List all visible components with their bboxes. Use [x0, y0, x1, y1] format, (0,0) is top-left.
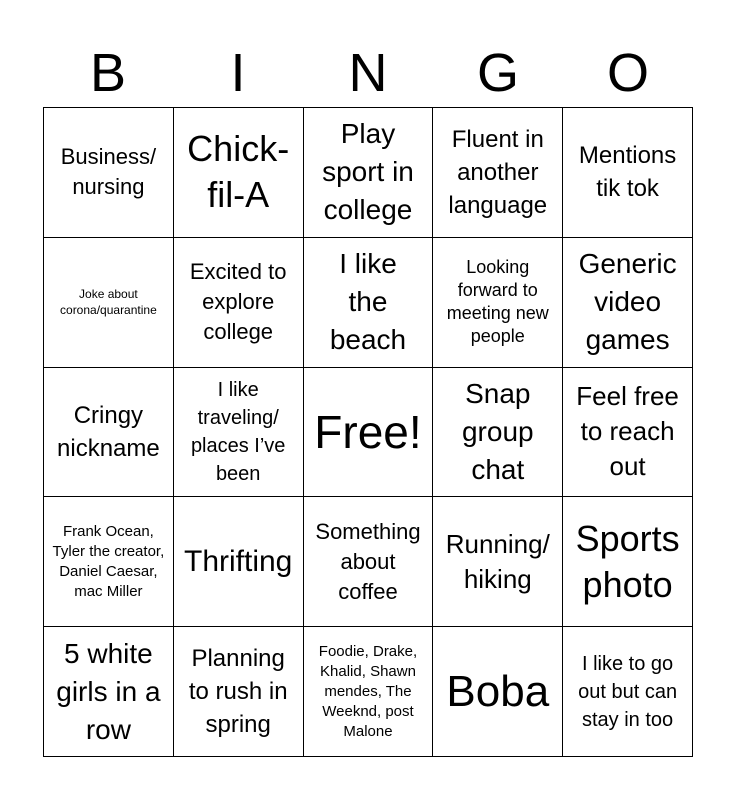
bingo-cell[interactable]	[304, 497, 434, 627]
cell-text: 5 white girls in a row	[56, 637, 161, 745]
cell-text: I like the beach	[329, 248, 407, 356]
cell-text: Frank Ocean, Tyler the creator, Daniel Caesar, mac Miller	[52, 522, 165, 600]
cell-text: Mentions tik tok	[578, 142, 677, 203]
cell-text: I like traveling/ places I’ve been	[190, 378, 286, 485]
bingo-cell[interactable]	[304, 238, 434, 368]
bingo-cell[interactable]	[44, 627, 174, 757]
bingo-cell[interactable]	[563, 238, 693, 368]
cell-text: Thrifting	[184, 545, 293, 579]
cell-text: Foodie, Drake, Khalid, Shawn mendes, The Weeknd, post Malone	[318, 642, 418, 740]
header-letter-o: O	[606, 43, 649, 103]
cell-text: Snap group chat	[461, 377, 534, 485]
cell-text: Looking forward to meeting new people	[446, 257, 549, 347]
bingo-cell[interactable]	[433, 627, 563, 757]
cell-text: Fluent in another language	[448, 125, 548, 219]
cell-text: Something about coffee	[315, 518, 421, 604]
cell-text: I like to go out but can stay in too	[578, 652, 678, 731]
cell-text: Free!	[314, 405, 422, 458]
bingo-cell[interactable]	[44, 368, 174, 498]
bingo-cell[interactable]	[44, 497, 174, 627]
header-letter-i: I	[230, 43, 246, 103]
bingo-cell[interactable]	[174, 108, 304, 238]
bingo-cell[interactable]	[433, 108, 563, 238]
cell-text: Sports photo	[575, 517, 680, 605]
header-letter-g: G	[476, 43, 519, 103]
bingo-cell[interactable]	[563, 108, 693, 238]
bingo-cell[interactable]	[563, 627, 693, 757]
bingo-cell[interactable]	[433, 497, 563, 627]
cell-text: Business/ nursing	[60, 144, 157, 200]
cell-text: Cringy nickname	[57, 401, 160, 462]
bingo-cell[interactable]	[563, 497, 693, 627]
bingo-cell[interactable]	[174, 497, 304, 627]
bingo-cell[interactable]	[174, 368, 304, 498]
bingo-cell[interactable]	[433, 368, 563, 498]
bingo-cell[interactable]	[304, 368, 434, 498]
bingo-cell[interactable]	[304, 627, 434, 757]
header-letter-b: B	[89, 43, 127, 103]
header-letter-n: N	[348, 43, 388, 103]
cell-text: Play sport in college	[322, 118, 414, 226]
bingo-header	[43, 40, 693, 106]
cell-text: Feel free to reach out	[576, 381, 679, 482]
cell-text: Boba	[446, 666, 550, 716]
bingo-cell[interactable]	[44, 108, 174, 238]
bingo-cell[interactable]	[44, 238, 174, 368]
bingo-cell[interactable]	[304, 108, 434, 238]
cell-text: Generic video games	[578, 248, 677, 356]
cell-text: Running/ hiking	[445, 528, 550, 594]
bingo-grid	[43, 107, 693, 757]
bingo-cell[interactable]	[563, 368, 693, 498]
bingo-cell[interactable]	[433, 238, 563, 368]
cell-text: Joke about corona/quarantine	[60, 287, 157, 318]
cell-text: Chick-fil-A	[187, 128, 290, 216]
bingo-cell[interactable]	[174, 238, 304, 368]
cell-text: Excited to explore college	[189, 259, 287, 345]
cell-text: Planning to rush in spring	[188, 645, 288, 739]
bingo-cell[interactable]	[174, 627, 304, 757]
